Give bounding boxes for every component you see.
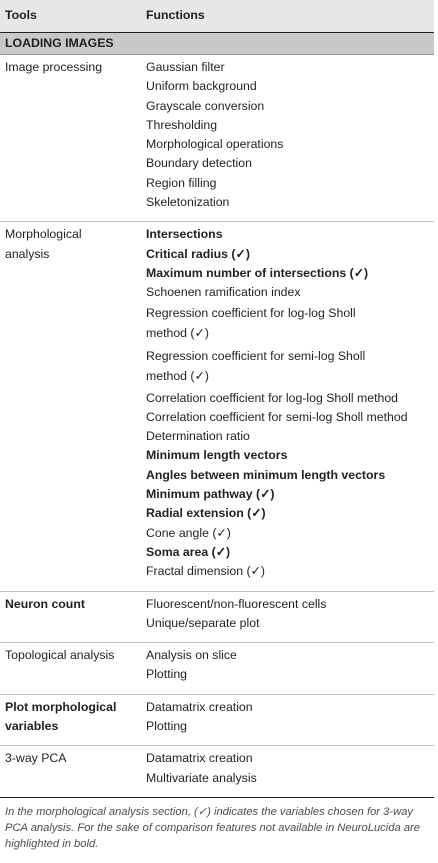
function-item: Datamatrix creation — [146, 751, 253, 766]
tool-name: Morphological analysis — [0, 222, 146, 591]
function-item: Minimum pathway (✓) — [146, 487, 275, 502]
table-row — [0, 591, 434, 643]
function-item: Soma area (✓) — [146, 544, 231, 559]
function-item: Boundary detection — [146, 156, 252, 171]
function-item: Regression coefficient for semi-log Sholl method (✓) — [146, 348, 366, 383]
function-item: Plotting — [146, 667, 188, 682]
tool-name: 3-way PCA — [0, 746, 146, 798]
header-tools: Tools — [5, 8, 37, 23]
function-list — [146, 643, 434, 695]
function-item: Unique/separate plot — [146, 615, 260, 630]
function-item: Angles between minimum length vectors — [146, 467, 386, 482]
function-item: Fractal dimension (✓) — [146, 564, 265, 579]
function-list — [146, 591, 434, 643]
function-item: Minimum length vectors — [146, 448, 288, 463]
section-title: LOADING IMAGES — [0, 33, 434, 55]
function-item: Morphological operations — [146, 137, 284, 152]
function-item: Correlation coefficient for log-log Sholl method — [146, 390, 398, 405]
function-item: Cone angle (✓) — [146, 525, 231, 540]
section-row — [0, 33, 434, 55]
table-row — [0, 643, 434, 695]
function-list — [146, 746, 434, 798]
function-item: Skeletonization — [146, 195, 230, 210]
table-row — [0, 746, 434, 798]
function-item: Determination ratio — [146, 429, 250, 444]
function-item: Thresholding — [146, 117, 218, 132]
function-item: Intersections — [146, 227, 223, 242]
function-list — [146, 55, 434, 222]
table-row — [0, 694, 434, 746]
table-row — [0, 222, 434, 591]
tool-name: Neuron count — [0, 591, 146, 643]
function-item: Uniform background — [146, 79, 257, 94]
function-item: Grayscale conversion — [146, 98, 265, 113]
function-item: Regression coefficient for log-log Sholl method (✓) — [146, 305, 356, 340]
function-list — [146, 694, 434, 746]
function-item: Critical radius (✓) — [146, 246, 250, 261]
function-item: Plotting — [146, 719, 188, 734]
header-functions: Functions — [146, 8, 205, 23]
table-footnote: In the morphological analysis section, (✓) indicates the variables chosen for 3-way PCA analysis. For the sake of comparison features not available in NeuroLucida are highlighted in bold. — [5, 805, 420, 850]
function-list — [146, 222, 434, 591]
function-item: Datamatrix creation — [146, 699, 253, 714]
table-header-row — [0, 0, 434, 33]
function-item: Multivariate analysis — [146, 770, 257, 785]
tool-name: Topological analysis — [0, 643, 146, 695]
function-item: Analysis on slice — [146, 648, 237, 663]
function-item: Maximum number of intersections (✓) — [146, 265, 369, 280]
table-row — [0, 55, 434, 222]
function-item: Fluorescent/non-fluorescent cells — [146, 596, 327, 611]
function-item: Schoenen ramification index — [146, 285, 301, 300]
function-item: Gaussian filter — [146, 60, 225, 74]
tool-name: Plot morphological variables — [0, 694, 146, 746]
tool-name: Image processing — [0, 55, 146, 222]
function-item: Region filling — [146, 175, 217, 190]
function-item: Correlation coefficient for semi-log Sholl method — [146, 409, 408, 424]
function-item: Radial extension (✓) — [146, 506, 266, 521]
